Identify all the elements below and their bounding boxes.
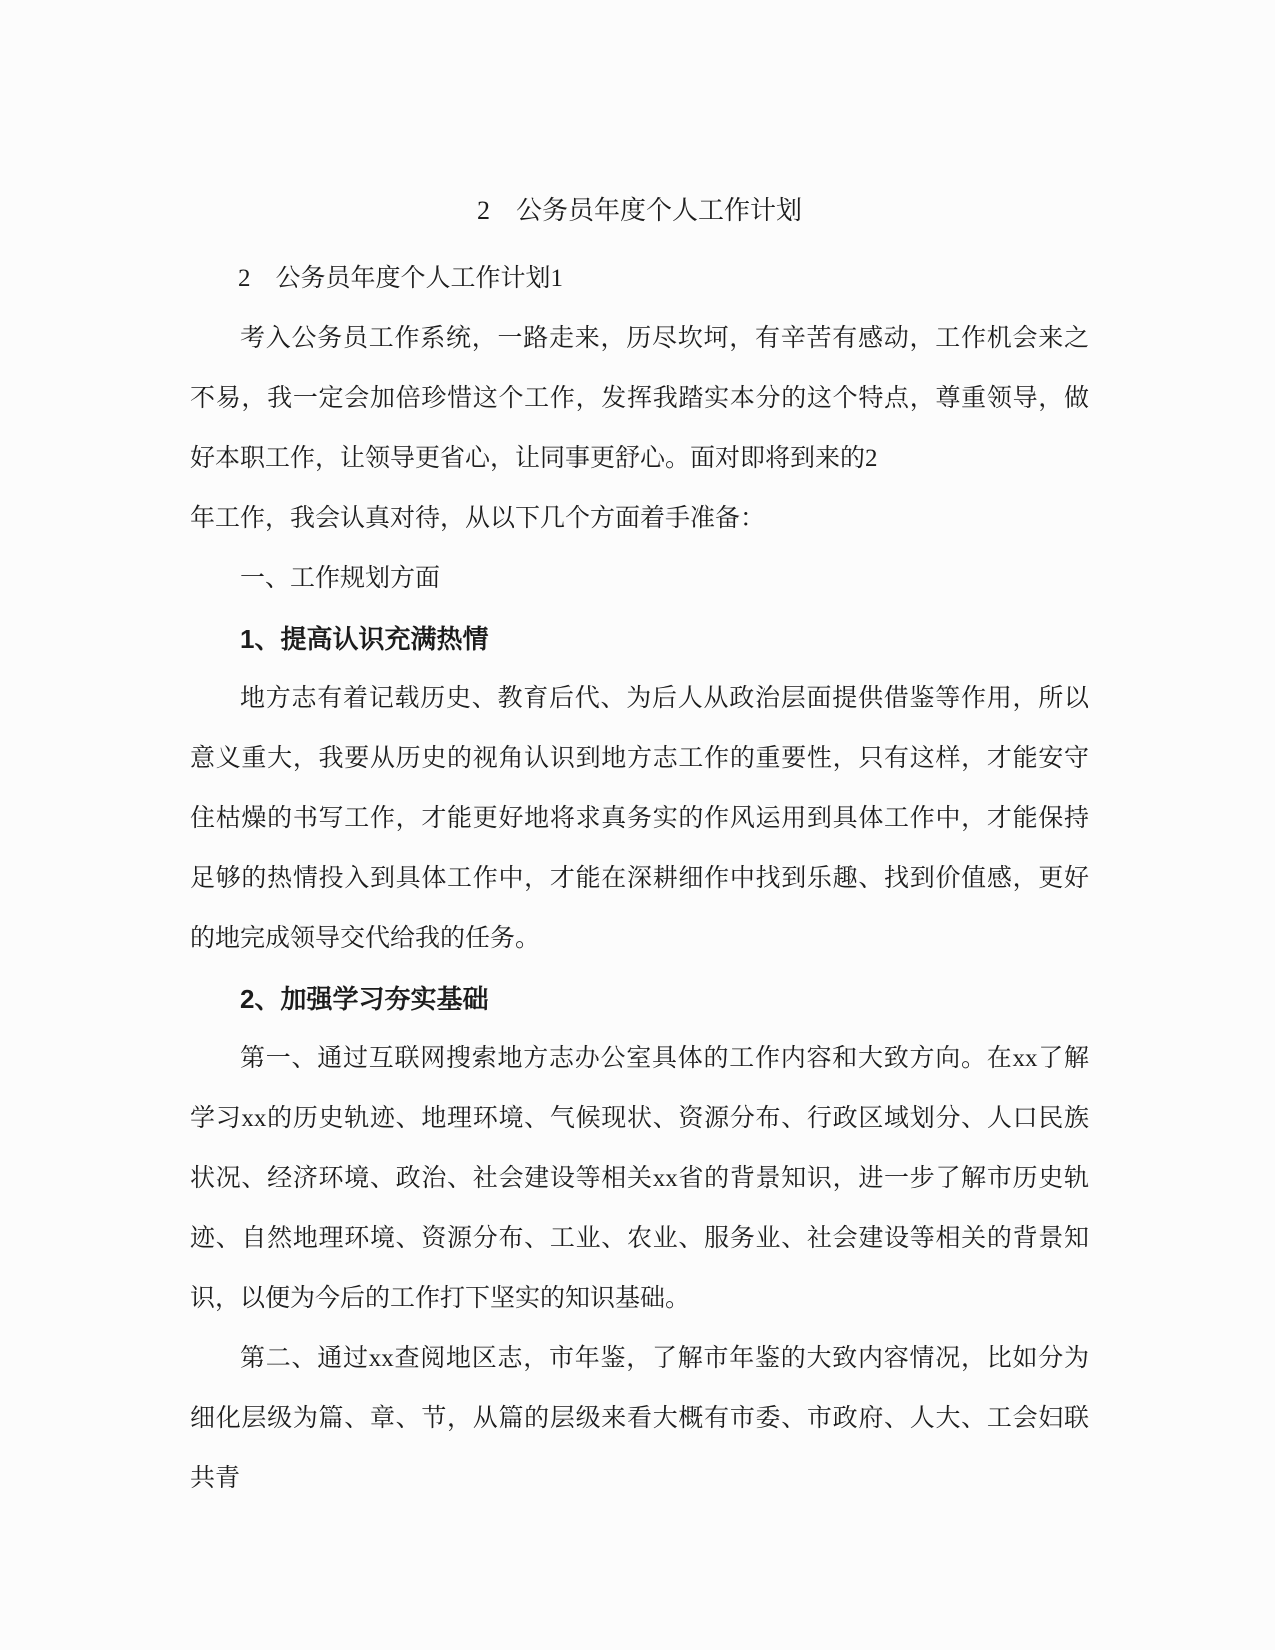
bold-heading-raise-awareness: 1、提高认识充满热情: [240, 624, 489, 654]
paragraph-intro-continuation: 年工作，我会认真对待，从以下几个方面着手准备：: [190, 505, 766, 532]
page-title: 2 公务员年度个人工作计划: [476, 196, 802, 225]
document-subtitle: 2 公务员年度个人工作计划1: [238, 265, 564, 292]
paragraph-intro: 考入公务员工作系统，一路走来，历尽坎坷，有辛苦有感动，工作机会来之不易，我一定会加倍珍惜这个工作，发挥我踏实本分的这个特点，尊重领导，做好本职工作，让领导更省心，让同事更舒心。面对即将到来的2: [190, 325, 1089, 472]
section-heading-work-planning: 一、工作规划方面: [240, 565, 441, 592]
bold-heading-strengthen-learning: 2、加强学习夯实基础: [240, 984, 489, 1014]
paragraph-first-point: 第一、通过互联网搜索地方志办公室具体的工作内容和大致方向。在xx了解学习xx的历史轨迹、地理环境、气候现状、资源分布、行政区域划分、人口民族状况、经济环境、政治、社会建设等相关xx省的背景知识，进一步了解市历史轨迹、自然地理环境、资源分布、工业、农业、服务业、社会建设等相关的背景知识，以便为今后的工作打下坚实的知识基础。: [190, 1045, 1089, 1312]
paragraph-second-point: 第二、通过xx查阅地区志，市年鉴，了解市年鉴的大致内容情况，比如分为细化层级为篇、章、节，从篇的层级来看大概有市委、市政府、人大、工会妇联共青: [190, 1345, 1089, 1492]
paragraph-local-chronicles: 地方志有着记载历史、教育后代、为后人从政治层面提供借鉴等作用，所以意义重大，我要从历史的视角认识到地方志工作的重要性，只有这样，才能安守住枯燥的书写工作，才能更好地将求真务实的作风运用到具体工作中，才能保持足够的热情投入到具体工作中，才能在深耕细作中找到乐趣、找到价值感，更好的地完成领导交代给我的任务。: [190, 685, 1089, 952]
